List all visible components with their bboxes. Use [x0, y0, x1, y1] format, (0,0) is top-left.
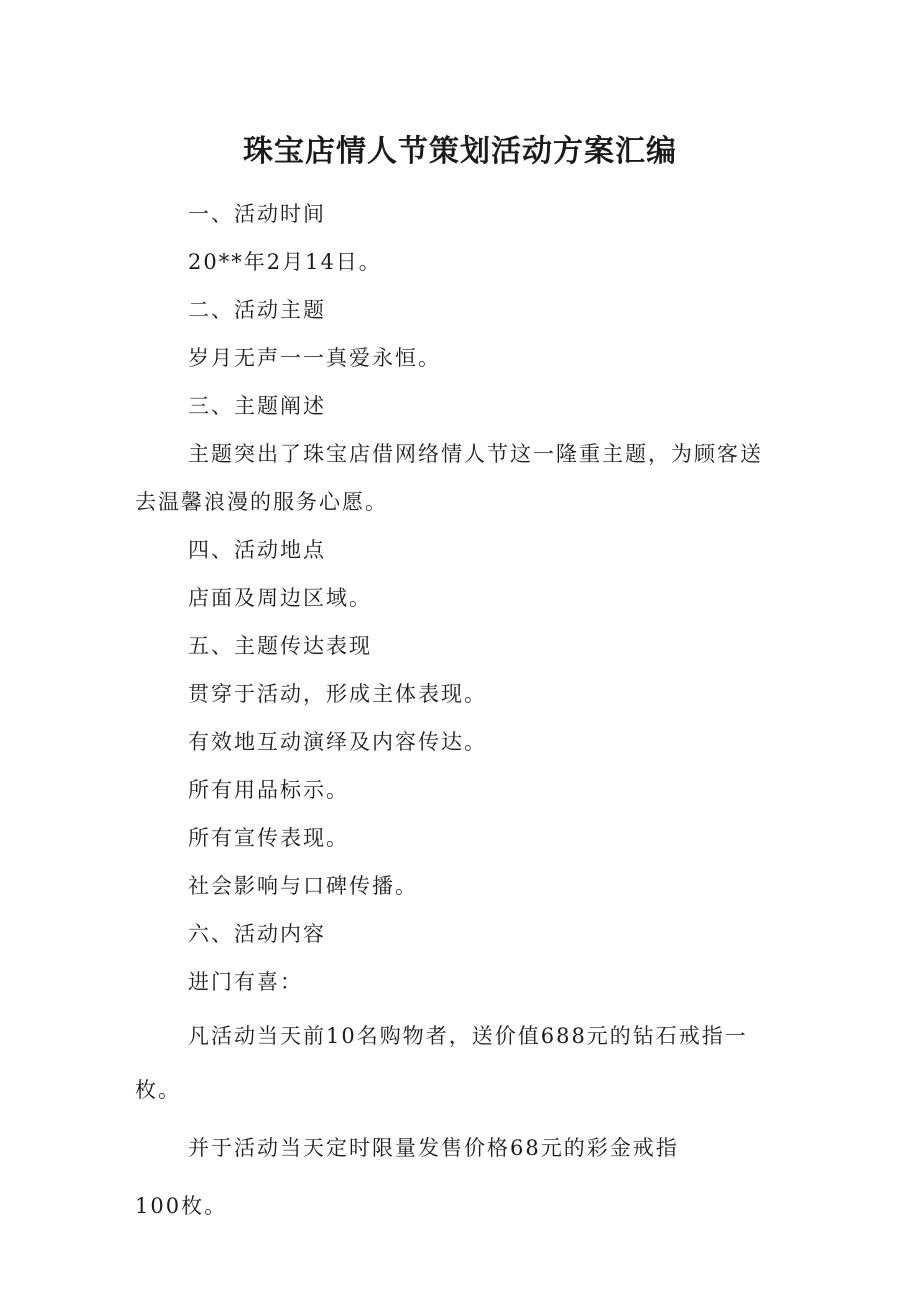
paragraph-content-intro: 进门有喜：	[188, 970, 303, 994]
section-heading-explanation: 三、主题阐述	[188, 394, 326, 418]
paragraph-explanation-line1: 主题突出了珠宝店借网络情人节这一隆重主题，为顾客送	[188, 442, 763, 466]
paragraph-content-offer-line1: 凡活动当天前10名购物者，送价值688元的钻石戒指一	[188, 1024, 748, 1048]
paragraph-theme: 岁月无声一一真爱永恒。	[188, 346, 441, 370]
paragraph-content-offer-line2: 枚。	[135, 1078, 181, 1102]
paragraph-expression-5: 社会影响与口碑传播。	[188, 874, 418, 898]
section-heading-content: 六、活动内容	[188, 922, 326, 946]
document-body	[0, 190, 920, 1230]
paragraph-expression-2: 有效地互动演绎及内容传达。	[188, 730, 487, 754]
section-heading-location: 四、活动地点	[188, 538, 326, 562]
section-heading-theme: 二、活动主题	[188, 298, 326, 322]
document-title: 珠宝店情人节策划活动方案汇编	[243, 134, 677, 169]
paragraph-location: 店面及周边区域。	[188, 586, 372, 610]
paragraph-content-sale-line2: 100枚。	[135, 1194, 228, 1218]
paragraph-expression-3: 所有用品标示。	[188, 778, 349, 802]
paragraph-content-sale-line1: 并于活动当天定时限量发售价格68元的彩金戒指	[188, 1136, 679, 1160]
section-heading-expression: 五、主题传达表现	[188, 634, 372, 658]
paragraph-date: 20**年2月14日。	[188, 250, 382, 274]
paragraph-explanation-line2: 去温馨浪漫的服务心愿。	[135, 490, 388, 514]
section-heading-time: 一、活动时间	[188, 202, 326, 226]
paragraph-expression-1: 贯穿于活动，形成主体表现。	[188, 682, 487, 706]
paragraph-expression-4: 所有宣传表现。	[188, 826, 349, 850]
